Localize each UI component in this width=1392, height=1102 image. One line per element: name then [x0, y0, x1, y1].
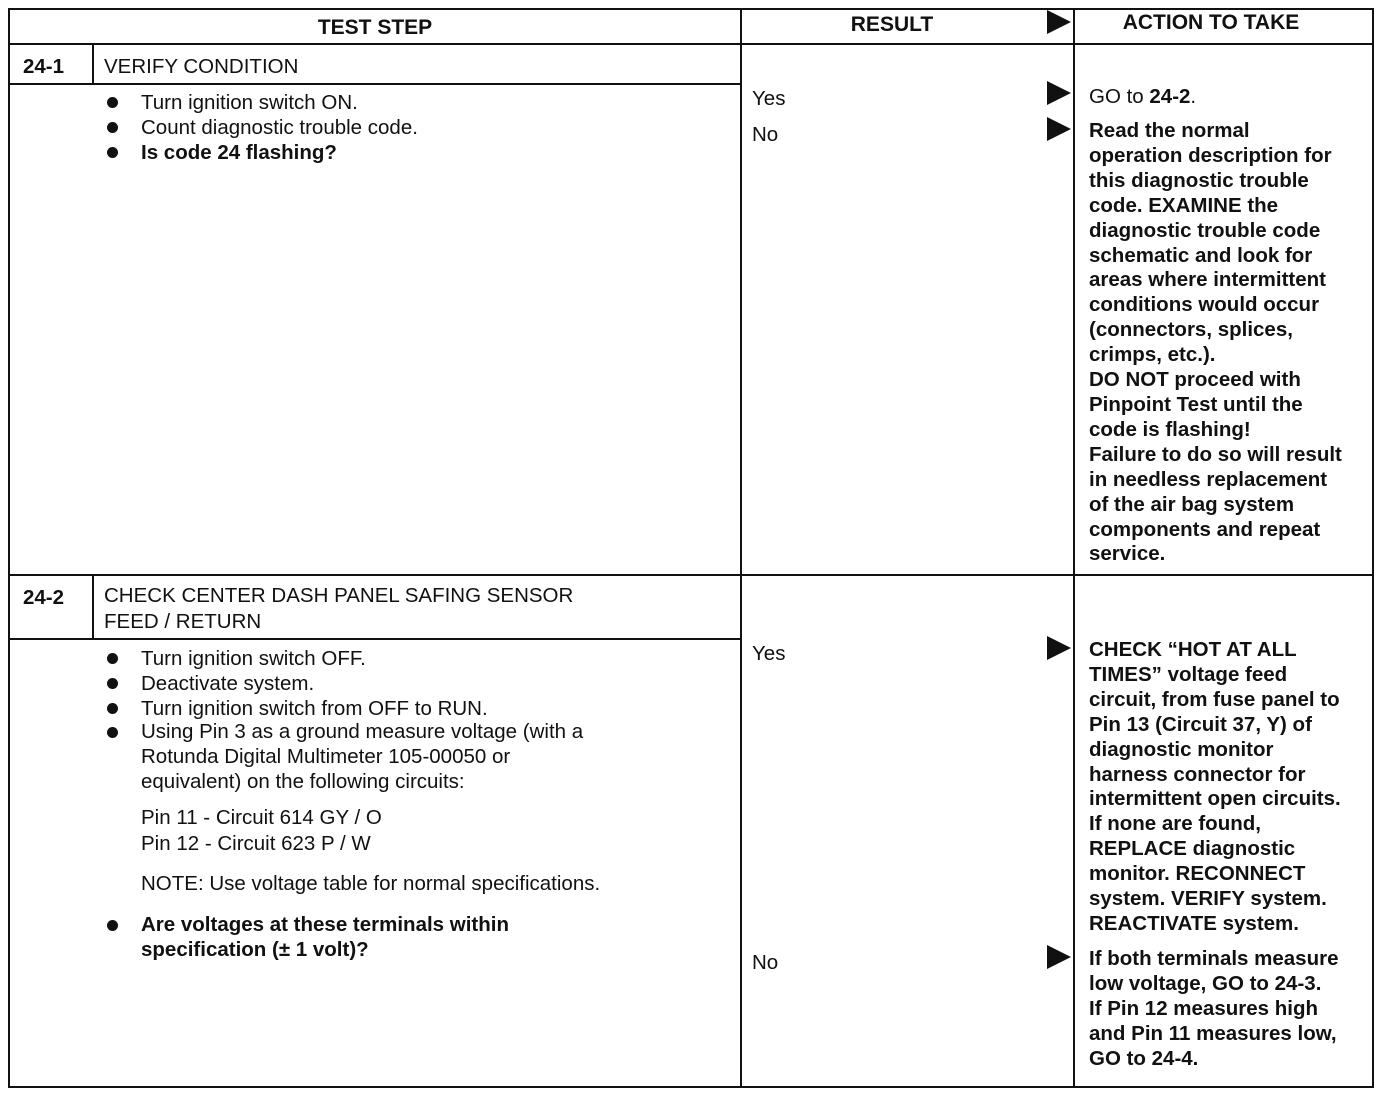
step2-question-line2: specification (± 1 volt)? [141, 938, 369, 961]
step1-action-no-line: (connectors, splices, [1089, 318, 1293, 342]
step2-pin-11: Pin 11 - Circuit 614 GY / O [141, 806, 382, 829]
step1-action-no-line: Pinpoint Test until the [1089, 392, 1303, 416]
step2-action-no-line5 [1089, 1047, 1338, 1072]
step2-action-yes-line: If none are found, [1089, 812, 1261, 836]
column-divider-result [740, 8, 742, 1088]
step1-action-no-line: of the air bag system [1089, 492, 1295, 516]
bullet-icon [107, 97, 118, 108]
step2-bullet-4-line1: Using Pin 3 as a ground measure voltage (with a [141, 720, 584, 743]
step2-action-yes-line: intermittent open circuits. [1089, 787, 1341, 811]
step1-action-no-line: Read the normal [1089, 119, 1250, 142]
step1-title: VERIFY CONDITION [104, 55, 299, 78]
step1-action-yes-ref: 24-2 [1149, 85, 1191, 108]
step2-bullet-4-line2: Rotunda Digital Multimeter 105-00050 or [141, 745, 511, 768]
step2-action-no-ref-24-4: 24-4 [1151, 1046, 1193, 1070]
header-action-to-take: ACTION TO TAKE [1122, 11, 1300, 34]
step2-bullet-4-line3: equivalent) on the following circuits: [141, 770, 465, 793]
step2-action-yes-line: harness connector for [1089, 762, 1306, 786]
step2-action-yes-line: TIMES” voltage feed [1089, 662, 1288, 686]
step2-action-yes-line: REACTIVATE system. [1089, 911, 1299, 935]
step1-action-no-line: this diagnostic trouble [1089, 168, 1309, 192]
header-bottom-rule [8, 43, 1374, 45]
step2-action-yes-line: circuit, from fuse panel to [1089, 687, 1340, 711]
step2-question-line1: Are voltages at these terminals within [141, 913, 509, 936]
step2-action-no [1089, 947, 1338, 1072]
step1-action-no-line: conditions would occur [1089, 293, 1320, 317]
step2-number-divider [92, 574, 94, 639]
step2-action-no-line4: and Pin 11 measures low, [1089, 1021, 1337, 1045]
step2-action-no-line2-prefix: low voltage, GO to [1089, 971, 1275, 995]
step2-result-yes: Yes [752, 642, 786, 665]
step1-action-yes [1089, 84, 1196, 109]
step-row-divider [8, 574, 1374, 576]
step1-action-no-line: DO NOT proceed with [1089, 368, 1301, 392]
column-divider-action [1073, 8, 1075, 1088]
step2-bullet-1: Turn ignition switch OFF. [141, 647, 366, 670]
step2-number: 24-2 [23, 586, 65, 609]
step1-action-no-line: in needless replacement [1089, 467, 1328, 491]
bullet-icon [107, 678, 118, 689]
step1-question: Is code 24 flashing? [141, 141, 337, 164]
step2-action-yes [1089, 638, 1341, 937]
step1-action-no-line: code. EXAMINE the [1089, 193, 1279, 217]
step2-action-no-ref-24-3: 24-3 [1274, 971, 1316, 995]
step2-result-no: No [752, 951, 779, 974]
step2-action-yes-line: diagnostic monitor [1089, 737, 1274, 761]
step1-action-no-line: code is flashing! [1089, 417, 1251, 441]
step2-action-no-line2-suffix: . [1315, 971, 1322, 995]
step2-action-no-line1: If both terminals measure [1089, 947, 1339, 970]
step2-action-yes-line: system. VERIFY system. [1089, 887, 1327, 911]
step2-action-yes-line: monitor. RECONNECT [1089, 862, 1306, 886]
table-border-right [1372, 8, 1374, 1088]
step2-bullet-3: Turn ignition switch from OFF to RUN. [141, 697, 488, 720]
result-arrow-icon [1047, 945, 1071, 969]
step2-action-yes-line: CHECK “HOT AT ALL [1089, 638, 1297, 661]
table-border-bottom [8, 1086, 1374, 1088]
header-arrow-icon [1047, 10, 1071, 34]
bullet-icon [107, 920, 118, 931]
bullet-icon [107, 703, 118, 714]
header-result: RESULT [850, 13, 934, 36]
step2-bullet-2: Deactivate system. [141, 672, 315, 695]
step1-action-no-line: schematic and look for [1089, 243, 1313, 267]
result-arrow-icon [1047, 636, 1071, 660]
step1-action-no-line: diagnostic trouble code [1089, 218, 1321, 242]
step2-title-line2: FEED / RETURN [104, 610, 262, 633]
header-test-step: TEST STEP [317, 16, 433, 39]
step2-pin-12: Pin 12 - Circuit 623 P / W [141, 832, 371, 855]
bullet-icon [107, 653, 118, 664]
step2-action-no-line5-prefix: GO to [1089, 1046, 1152, 1070]
step1-title-rule [8, 83, 742, 85]
step1-result-yes: Yes [752, 87, 786, 110]
bullet-icon [107, 727, 118, 738]
result-arrow-icon [1047, 117, 1071, 141]
step2-action-yes-line: Pin 13 (Circuit 37, Y) of [1089, 712, 1312, 736]
step1-action-no-line: areas where intermittent [1089, 268, 1326, 292]
bullet-icon [107, 147, 118, 158]
step2-title-rule [8, 638, 742, 640]
bullet-icon [107, 122, 118, 133]
step1-bullet-1: Turn ignition switch ON. [141, 91, 358, 114]
step1-action-no-line: operation description for [1089, 143, 1332, 167]
step1-bullet-2: Count diagnostic trouble code. [141, 116, 418, 139]
step1-number-divider [92, 43, 94, 84]
step1-action-no-line: Failure to do so will result [1089, 442, 1342, 466]
table-border-left [8, 8, 10, 1088]
step2-action-no-line3: If Pin 12 measures high [1089, 996, 1318, 1020]
step1-action-no [1089, 119, 1342, 567]
step1-number: 24-1 [23, 55, 65, 78]
step1-action-yes-prefix: GO to [1089, 85, 1150, 108]
step1-result-no: No [752, 123, 779, 146]
step1-action-no-line: components and repeat [1089, 517, 1321, 541]
result-arrow-icon [1047, 81, 1071, 105]
step2-title-line1: CHECK CENTER DASH PANEL SAFING SENSOR [104, 584, 574, 607]
step1-action-no-line: crimps, etc.). [1089, 343, 1216, 367]
step1-action-no-line: service. [1089, 542, 1166, 566]
step2-action-no-line2 [1089, 972, 1338, 997]
step2-note: NOTE: Use voltage table for normal specifications. [141, 872, 601, 895]
step2-action-no-line5-suffix: . [1192, 1046, 1199, 1070]
step1-action-yes-suffix: . [1190, 85, 1197, 108]
step2-action-yes-line: REPLACE diagnostic [1089, 837, 1296, 861]
